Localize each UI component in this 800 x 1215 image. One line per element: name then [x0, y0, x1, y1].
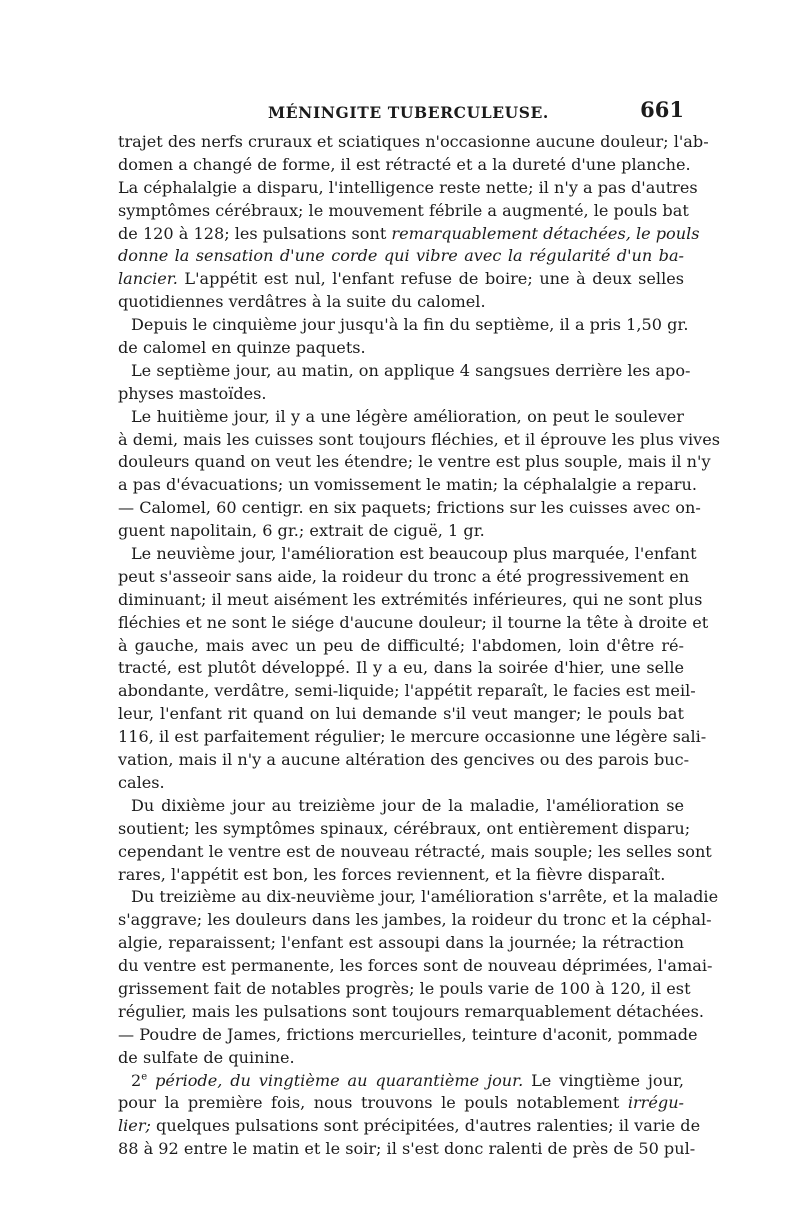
italic-span: irrégu-: [627, 1093, 684, 1113]
text-line: Depuis le cinquième jour jusqu'à la fin du septième, il a pris 1,50 gr.: [131, 315, 689, 335]
text-line: — Poudre de James, frictions mercurielles, teinture d'aconit, pommade: [118, 1024, 698, 1044]
text-line: abondante, verdâtre, semi-liquide; l'appétit reparaît, le facies est meil-: [118, 681, 696, 701]
italic-span: remarquablement détachées, le pouls: [391, 223, 700, 243]
text-line: physes mastoïdes.: [118, 383, 267, 403]
italic-span: donne la sensation d'une corde qui vibre avec la régularité d'un ba-: [118, 246, 684, 266]
text-line: régulier, mais les pulsations sont toujours remarquablement détachées.: [118, 1001, 704, 1021]
text-span: quelques pulsations sont précipitées, d'autres ralenties; il varie de: [150, 1116, 701, 1136]
text-line: [118, 1092, 684, 1115]
text-line: diminuant; il meut aisément les extrémités inférieures, qui ne sont plus: [118, 589, 703, 609]
text-line: à gauche, mais avec un peu de difficulté; l'abdomen, loin d'être ré-: [118, 635, 684, 655]
text-span: pour la première fois, nous trouvons le pouls notablement: [118, 1093, 628, 1113]
text-line: de sulfate de quinine.: [118, 1047, 295, 1067]
text-span: Le vingtième jour,: [523, 1070, 684, 1090]
text-line: symptômes cérébraux; le mouvement fébrile a augmenté, le pouls bat: [118, 200, 689, 220]
text-line: Le septième jour, au matin, on applique 4 sangsues derrière les apo-: [131, 360, 691, 380]
text-line: s'aggrave; les douleurs dans les jambes, la roideur du tronc et la céphal-: [118, 910, 712, 930]
body-text: [118, 131, 721, 1161]
text-line: tracté, est plutôt développé. Il y a eu, dans la soirée d'hier, une selle: [118, 658, 684, 678]
text-line: fléchies et ne sont le siége d'aucune douleur; il tourne la tête à droite et: [118, 612, 709, 632]
text-line: soutient; les symptômes spinaux, cérébraux, ont entièrement disparu;: [118, 818, 691, 838]
italic-span: lier;: [118, 1116, 151, 1136]
text-line: La céphalalgie a disparu, l'intelligence reste nette; il n'y a pas d'autres: [118, 177, 698, 197]
text-span: 2: [131, 1070, 142, 1090]
text-line: algie, reparaissent; l'enfant est assoupi dans la journée; la rétraction: [118, 933, 684, 953]
text-span: de 120 à 128; les pulsations sont: [118, 223, 392, 243]
text-line: [118, 268, 684, 291]
text-line: quotidiennes verdâtres à la suite du calomel.: [118, 292, 486, 312]
text-line: douleurs quand on veut les étendre; le ventre est plus souple, mais il n'y: [118, 452, 711, 472]
text-line: 116, il est parfaitement régulier; le mercure occasionne une légère sali-: [118, 727, 707, 747]
page-number: 661: [640, 97, 684, 122]
text-line: à demi, mais les cuisses sont toujours fléchies, et il éprouve les plus vives: [118, 429, 721, 449]
text-line: [118, 245, 684, 268]
page-header: [118, 97, 684, 127]
text-line: [118, 1115, 701, 1138]
text-line: 88 à 92 entre le matin et le soir; il s'est donc ralenti de près de 50 pul-: [118, 1139, 696, 1159]
superscript: e: [141, 1071, 148, 1083]
text-line: vation, mais il n'y a aucune altération des gencives ou des parois buc-: [118, 750, 690, 770]
text-line: trajet des nerfs cruraux et sciatiques n'occasionne aucune douleur; l'ab-: [118, 132, 709, 151]
text-span: L'appétit est nul, l'enfant refuse de boire; une à deux selles: [177, 269, 684, 289]
text-line: Le neuvième jour, l'amélioration est beaucoup plus marquée, l'enfant: [131, 544, 697, 564]
text-line: [118, 223, 700, 246]
italic-span: période, du vingtième au quarantième jour.: [155, 1070, 524, 1090]
text-line: peut s'asseoir sans aide, la roideur du tronc a été progressivement en: [118, 566, 690, 586]
text-line: [118, 1070, 684, 1093]
text-line: grissement fait de notables progrès; le pouls varie de 100 à 120, il est: [118, 978, 691, 998]
text-line: cependant le ventre est de nouveau rétracté, mais souple; les selles sont: [118, 841, 712, 861]
text-line: du ventre est permanente, les forces sont de nouveau déprimées, l'amai-: [118, 956, 713, 976]
italic-span: lancier.: [118, 269, 178, 289]
text-line: a pas d'évacuations; un vomissement le matin; la céphalalgie a reparu.: [118, 475, 697, 495]
text-line: — Calomel, 60 centigr. en six paquets; frictions sur les cuisses avec on-: [118, 498, 701, 518]
text-line: domen a changé de forme, il est rétracté et a la dureté d'une planche.: [118, 154, 691, 174]
text-line: cales.: [118, 772, 165, 792]
running-title: MÉNINGITE TUBERCULEUSE.: [268, 103, 549, 122]
text-line: Du treizième au dix-neuvième jour, l'amélioration s'arrête, et la maladie: [131, 887, 719, 907]
text-line: Le huitième jour, il y a une légère amélioration, on peut le soulever: [131, 406, 684, 426]
text-line: guent napolitain, 6 gr.; extrait de ciguë, 1 gr.: [118, 521, 485, 541]
text-line: de calomel en quinze paquets.: [118, 338, 366, 358]
text-span: [147, 1071, 155, 1090]
text-line: rares, l'appétit est bon, les forces reviennent, et la fièvre disparaît.: [118, 864, 666, 884]
text-line: Du dixième jour au treizième jour de la maladie, l'amélioration se: [131, 795, 684, 815]
text-line: leur, l'enfant rit quand on lui demande s'il veut manger; le pouls bat: [118, 704, 684, 724]
